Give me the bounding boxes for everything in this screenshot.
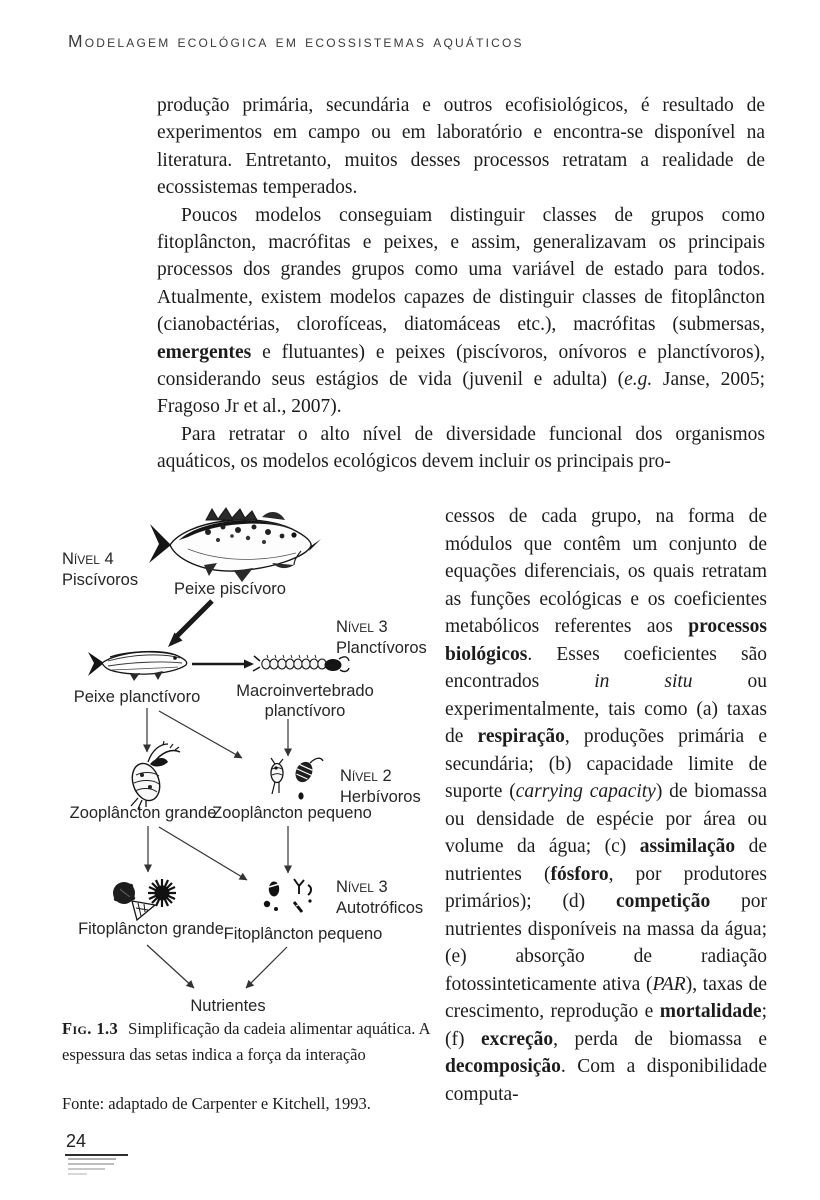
paragraph-2: Poucos modelos conseguiam distinguir classes de grupos como fitoplâncton, macrófitas e peixes, e assim, generalizavam os principais processos dos grandes grupos como uma variável de estado para todos. Atualmente, existem modelos capazes de distinguir classes de fitoplâncton (cianobactérias, clorofíceas, diatomáceas etc.), macrófitas (submersas, emergentes e flutuantes) e peixes (piscívoros, onívoros e planctívoros), considerando seus estágios de vida (juvenil e adulta) (e.g. Janse, 2005; Fragoso Jr et al., 2007). bbox=[157, 204, 765, 418]
level-4-label: Nível 4 Piscívoros bbox=[62, 550, 139, 589]
macroinvertebrate-icon bbox=[253, 655, 349, 671]
figure-source: Fonte: adaptado de Carpenter e Kitchell, 1993. bbox=[62, 1094, 371, 1113]
paragraph-1: produção primária, secundária e outros ecofisiológicos, é resultado de experimentos em campo ou em laboratório e encontra-se disponível na literatura. Entretanto, muitos desses processos retratam a realidade de ecossistemas temperados. bbox=[157, 95, 765, 199]
node-label-peixe-piscivoro: Peixe piscívoro bbox=[174, 580, 286, 598]
piscivorous-fish-icon bbox=[149, 508, 321, 582]
footer-decoration bbox=[68, 1158, 116, 1178]
node-label-zooplancton-pequeno: Zooplâncton pequeno bbox=[212, 804, 372, 822]
large-zooplankton-icon bbox=[128, 741, 180, 809]
page-number: 24 bbox=[66, 1131, 87, 1151]
large-phytoplankton-icon bbox=[113, 879, 176, 920]
food-web-figure bbox=[58, 505, 448, 1020]
level-autotrofos-label: Nível 3 Autotróficos bbox=[336, 878, 424, 917]
paragraph-3-intro: Para retratar o alto nível de diversidade funcional dos organismos aquáticos, os modelos ecológicos devem incluir os principais pro- bbox=[157, 423, 765, 473]
strong-interaction-arrow bbox=[168, 601, 212, 647]
running-header: Modelagem ecológica em ecossistemas aquáticos bbox=[68, 31, 524, 51]
medium-interaction-arrow bbox=[192, 660, 254, 669]
small-phytoplankton-icon bbox=[264, 879, 312, 912]
level-2-label: Nível 2 Herbívoros bbox=[340, 767, 421, 806]
figure-caption: Fig. 1.3 Simplificação da cadeia alimentar aquática. A espessura das setas indica a força da interação bbox=[62, 1019, 430, 1064]
node-label-fitoplancton-pequeno: Fitoplâncton pequeno bbox=[223, 925, 383, 943]
node-label-nutrientes: Nutrientes bbox=[190, 997, 266, 1015]
right-column-text: cessos de cada grupo, na forma de módulos que contêm um conjunto de equações diferenciais, os quais retratam as funções ecológicas e os coeficientes metabólicos referentes aos processos biológicos. Esses coeficientes são encontrados in situ ou experimentalmente, tais como (a) taxas de respiração, produções primária e secundária; (b) capacidade limite de suporte (carrying capacity) de biomassa ou densidade de espécie por área ou volume da água; (c) assimilação de nutrientes (fósforo, por produtores primários); (d) competição por nutrientes disponíveis na massa da água; (e) absorção de radiação fotossinteticamente ativa (PAR), taxas de crescimento, reprodução e mortalidade; (f) excreção, perda de biomassa e decomposição. Com a disponibilidade computa- bbox=[445, 506, 768, 1105]
node-label-zooplancton-grande: Zooplâncton grande bbox=[69, 804, 217, 822]
small-zooplankton-icon bbox=[271, 758, 323, 800]
level-3-planctivoros-label: Nível 3 Planctívoros bbox=[336, 618, 427, 657]
main-text-block bbox=[157, 92, 765, 476]
node-label-peixe-planctivoro: Peixe planctívoro bbox=[73, 688, 201, 706]
interaction-arrow bbox=[147, 945, 194, 988]
page-number-rule bbox=[65, 1154, 128, 1156]
node-label-macroinvertebrado: Macroinvertebrado planctívoro bbox=[236, 682, 374, 720]
node-label-fitoplancton-grande: Fitoplâncton grande bbox=[78, 920, 224, 938]
planktivorous-fish-icon bbox=[88, 652, 187, 681]
interaction-arrow bbox=[159, 827, 247, 880]
interaction-arrow bbox=[246, 947, 287, 988]
